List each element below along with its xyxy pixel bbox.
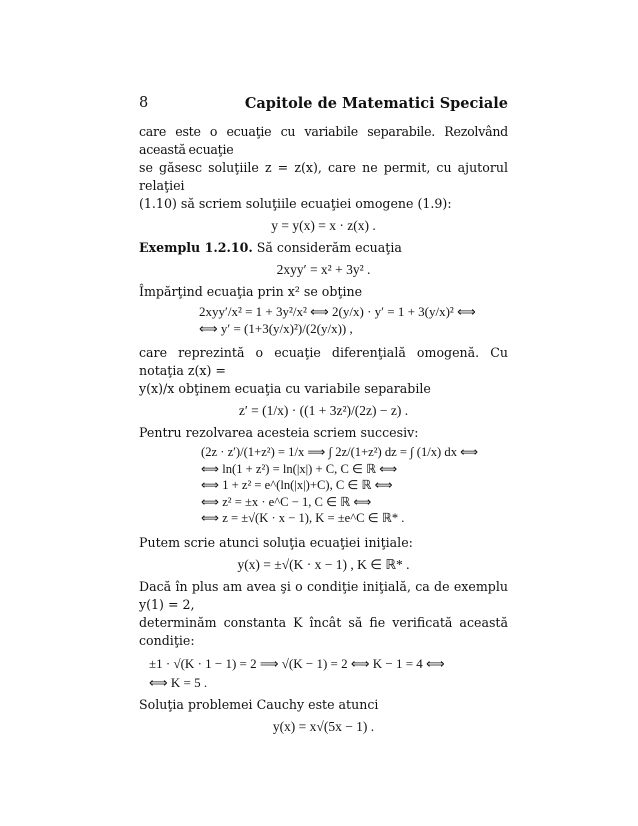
derivation-line: ⟺ y′ = (1+3(y/x)²)/(2(y/x)) ,	[199, 321, 353, 336]
solution-step: ⟺ z = ±√(K · x − 1), K = ±e^C ∈ ℝ* .	[201, 511, 405, 525]
example-heading	[139, 239, 508, 257]
paragraph-line: (1.10) să scriem soluţiile ecuaţiei omogene (1.9):	[139, 196, 452, 211]
condition-line: ±1 · √(K · 1 − 1) = 2 ⟹ √(K − 1) = 2 ⟺ K − 1 = 4 ⟺	[149, 655, 445, 671]
condition-block	[149, 654, 508, 692]
paragraph-line: care este o ecuaţie cu variabile separabile. Rezolvând această ecuaţie	[139, 124, 508, 157]
equation-cauchy-solution: y(x) = x√(5x − 1) .	[272, 718, 375, 734]
paragraph-line: Dacă în plus am avea şi o condiţie iniţială, ca de exemplu y(1) = 2,	[139, 578, 508, 612]
running-title: Capitole de Matematici Speciale	[244, 95, 508, 112]
solution-step: ⟺ 1 + z² = e^(ln(|x|)+C), C ∈ ℝ ⟺	[201, 478, 393, 492]
condition-line: ⟺ K = 5 .	[149, 674, 208, 690]
equation-separable: z′ = (1/x) · ((1 + 3z²)/(2z) − z) .	[238, 403, 409, 418]
solution-step: ⟺ ln(1 + z²) = ln(|x|) + C, C ∈ ℝ ⟺	[201, 461, 398, 476]
paragraph-line: care reprezintă o ecuaţie diferenţială omogenă. Cu notaţia z(x) =	[139, 345, 508, 378]
example-label: Exemplu 1.2.10.	[139, 240, 253, 255]
equation-example: 2xyy′ = x² + 3y² .	[276, 262, 371, 277]
example-text: Să considerăm ecuaţia	[256, 240, 402, 255]
paragraph-line: y(x)/x obţinem ecuaţia cu variabile separabile	[139, 381, 431, 396]
paragraph-line: Soluţia problemei Cauchy este atunci	[139, 696, 379, 712]
solution-step: ⟺ z² = ±x · e^C − 1, C ∈ ℝ ⟺	[201, 494, 372, 509]
paragraph-line: se găsesc soluţiile z = z(x), care ne permit, cu ajutorul relaţiei	[139, 160, 508, 193]
paragraph-line: Împărţind ecuaţia prin x² se obţine	[139, 284, 363, 299]
equation-general-solution: y(x) = ±√(K · x − 1) , K ∈ ℝ* .	[237, 556, 410, 572]
derivation-block	[199, 303, 508, 337]
page-header	[139, 95, 508, 115]
paragraph-line: Putem scrie atunci soluţia ecuaţiei iniţiale:	[139, 534, 413, 550]
equation-homogeneous: y = y(x) = x · z(x) .	[271, 218, 376, 233]
paragraph-line: determinăm constanta K încât să fie verificată această condiţie:	[139, 614, 508, 648]
paragraph-line: Pentru rezolvarea acesteia scriem succesiv:	[139, 425, 419, 440]
page-number: 8	[139, 95, 149, 111]
solution-step: (2z · z′)/(1+z²) = 1/x ⟹ ∫ 2z/(1+z²) dz = ∫ (1/x) dx ⟺	[201, 445, 479, 459]
page-body	[139, 123, 508, 740]
solution-steps	[201, 444, 508, 527]
derivation-line: 2xyy′/x² = 1 + 3y²/x² ⟺ 2(y/x) · y′ = 1 + 3(y/x)² ⟺	[199, 304, 476, 319]
